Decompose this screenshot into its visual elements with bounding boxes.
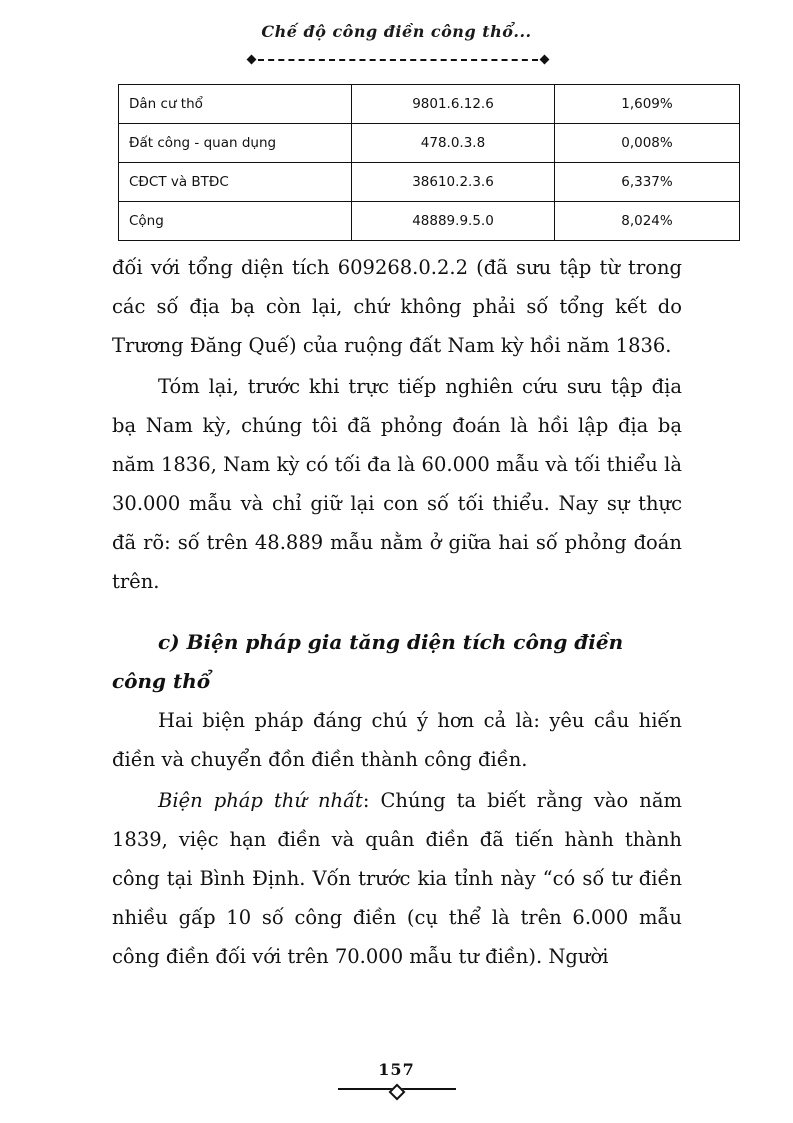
paragraph-continued: đối với tổng diện tích 609268.0.2.2 (đã sưu tập từ trong các số địa bạ còn lại, chứ không phải số tổng kết do Trương Đăng Quế) của ruộng đất Nam kỳ hồi năm 1836. (112, 256, 682, 357)
measure-label: Biện pháp thứ nhất (158, 789, 363, 812)
row-label: CĐCT và BTĐC (119, 163, 352, 202)
diamond-right-icon (540, 55, 550, 65)
header-title: Chế độ công điền công thổ... (261, 22, 532, 41)
row-percent: 6,337% (555, 163, 740, 202)
page-footer (0, 1060, 793, 1095)
row-percent: 1,609% (555, 85, 740, 124)
paragraph-two-measures: Hai biện pháp đáng chú ý hơn cả là: yêu cầu hiến điền và chuyển đồn điền thành công điền. (112, 709, 682, 771)
row-area: 38610.2.3.6 (352, 163, 555, 202)
paragraph-summary: Tóm lại, trước khi trực tiếp nghiên cứu sưu tập địa bạ Nam kỳ, chúng tôi đã phỏng đoán là hồi lập địa bạ năm 1836, Nam kỳ có tối đa là 60.000 mẫu và tối thiểu là 30.000 mẫu và chỉ giữ lại con số tối thiểu. Nay sự thực đã rõ: số trên 48.889 mẫu nằm ở giữa hai số phỏng đoán trên. (112, 375, 682, 593)
row-area: 9801.6.12.6 (352, 85, 555, 124)
running-header (0, 22, 793, 42)
statistics-table (118, 84, 740, 241)
measure-text: : Chúng ta biết rằng vào năm 1839, việc hạn điền và quân điền đã tiến hành thành công tại Bình Định. Vốn trước kia tỉnh này “có số tư điền nhiều gấp 10 số công điền (cụ thể là trên 6.000 mẫu công điền đối với trên 70.000 mẫu tư điền). Người (112, 789, 682, 968)
subheading-line-1: c) Biện pháp gia tăng diện tích công điền (158, 630, 624, 654)
table-row (119, 85, 740, 124)
row-percent: 0,008% (555, 124, 740, 163)
table-row (119, 124, 740, 163)
section-subheading (112, 623, 682, 701)
header-divider-ornament (248, 56, 548, 64)
subheading-line-2: công thổ (112, 669, 211, 693)
statistics-table-container (118, 84, 676, 241)
body-text (112, 248, 682, 978)
row-area: 478.0.3.8 (352, 124, 555, 163)
diamond-icon (388, 1084, 405, 1101)
table-row (119, 163, 740, 202)
diamond-left-icon (247, 55, 257, 65)
row-label: Cộng (119, 202, 352, 241)
footer-ornament (338, 1085, 456, 1095)
table-row (119, 202, 740, 241)
row-label: Đất công - quan dụng (119, 124, 352, 163)
row-percent: 8,024% (555, 202, 740, 241)
paragraph-first-measure (112, 781, 682, 976)
row-label: Dân cư thổ (119, 85, 352, 124)
row-area: 48889.9.5.0 (352, 202, 555, 241)
page-number: 157 (378, 1060, 415, 1079)
dashed-line (258, 59, 538, 61)
